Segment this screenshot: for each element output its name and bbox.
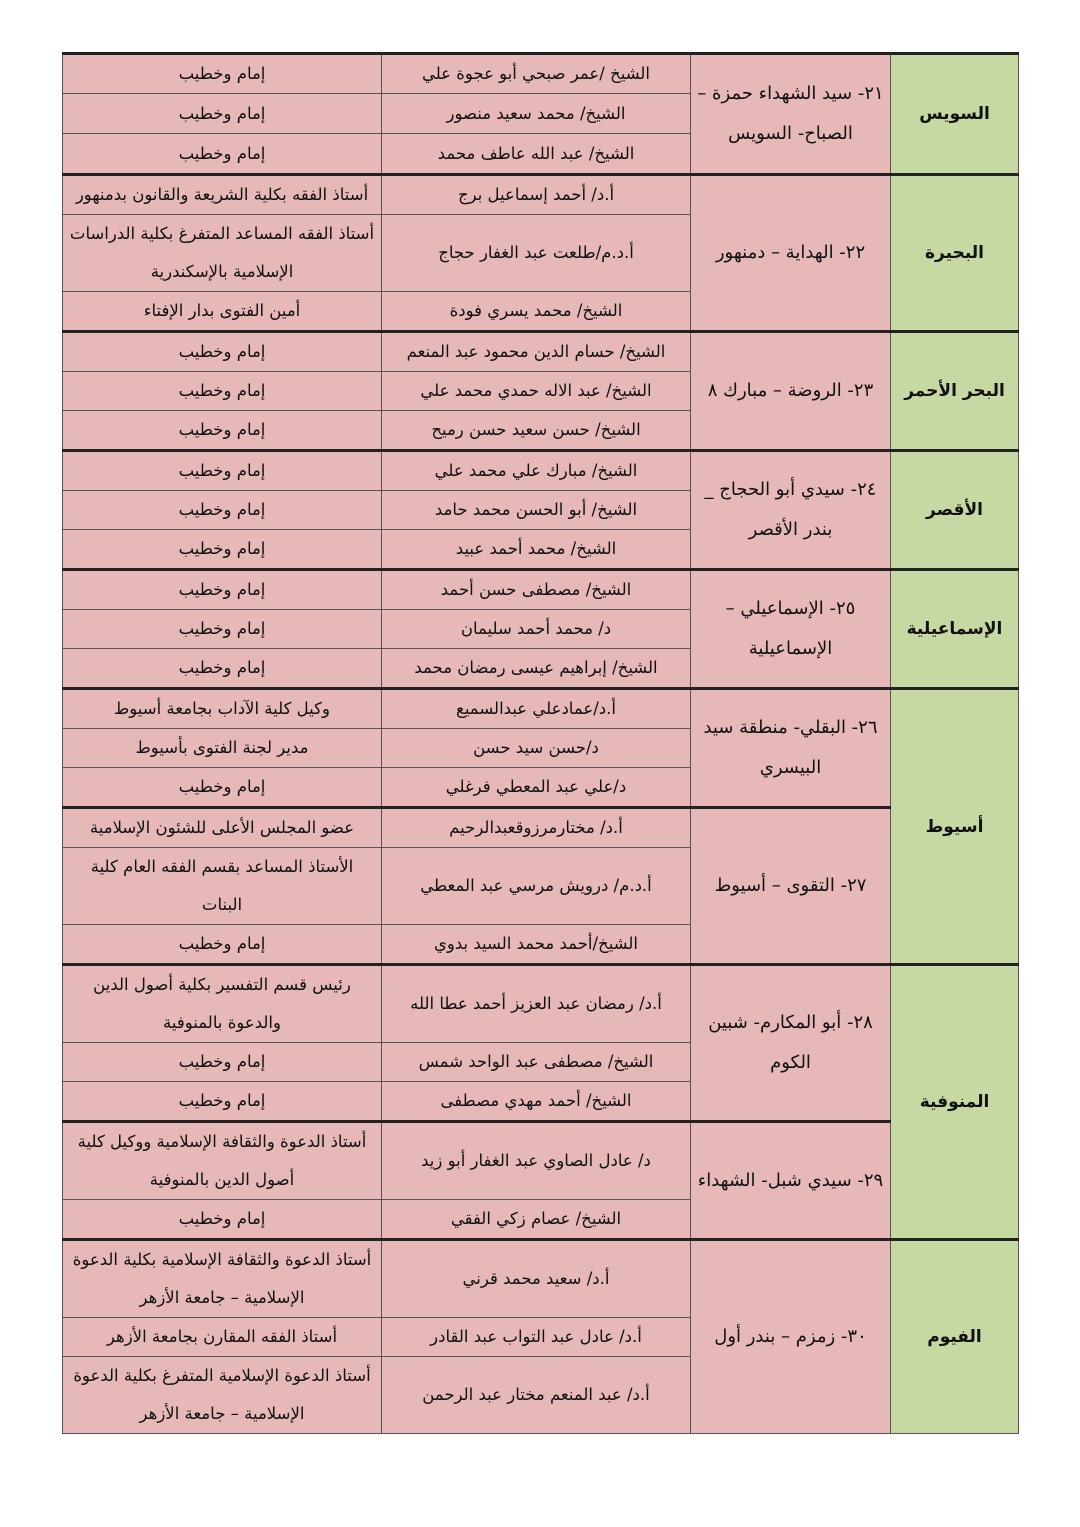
table-row [63, 689, 1019, 729]
scholar-name-cell: الشيخ/ عبد الله عاطف محمد [382, 134, 691, 175]
scholar-role-cell: إمام وخطيب [63, 94, 382, 134]
table-row [63, 332, 1019, 372]
scholar-name-cell: الشيخ/ محمد سعيد منصور [382, 94, 691, 134]
mosque-cell: ٢١- سيد الشهداء حمزة – الصباح- السويس [691, 54, 891, 175]
scholar-role-cell: إمام وخطيب [63, 530, 382, 570]
governorate-cell: السويس [891, 54, 1019, 175]
mosque-cell: ٣٠- زمزم – بندر أول [691, 1240, 891, 1434]
scholar-role-cell: إمام وخطيب [63, 451, 382, 491]
governorate-cell: أسيوط [891, 689, 1019, 965]
scholar-name-cell: الشيخ/ مصطفى حسن أحمد [382, 570, 691, 610]
mosque-cell: ٢٧- التقوى – أسيوط [691, 808, 891, 965]
scholar-name-cell: أ.د/ عادل عبد التواب عبد القادر [382, 1318, 691, 1357]
scholar-role-cell: إمام وخطيب [63, 411, 382, 451]
schedule-table-body [63, 54, 1019, 1434]
scholar-role-cell: الأستاذ المساعد بقسم الفقه العام كلية البنات [63, 848, 382, 925]
schedule-table [62, 52, 1019, 1434]
scholar-role-cell: أستاذ الدعوة والثقافة الإسلامية ووكيل كلية أصول الدين بالمنوفية [63, 1122, 382, 1200]
scholar-name-cell: الشيخ/ أحمد مهدي مصطفى [382, 1082, 691, 1122]
scholar-name-cell: أ.د/ رمضان عبد العزيز أحمد عطا الله [382, 965, 691, 1043]
scholar-role-cell: أستاذ الفقه المساعد المتفرغ بكلية الدراسات الإسلامية بالإسكندرية [63, 215, 382, 292]
mosque-cell: ٢٦- البقلي- منطقة سيد البيسري [691, 689, 891, 808]
mosque-cell: ٢٣- الروضة – مبارك ٨ [691, 332, 891, 451]
table-row [63, 570, 1019, 610]
table-row [63, 451, 1019, 491]
scholar-name-cell: الشيخ/ عبد الاله حمدي محمد علي [382, 372, 691, 411]
scholar-role-cell: أستاذ الفقه المقارن بجامعة الأزهر [63, 1318, 382, 1357]
scholar-name-cell: الشيخ/ محمد أحمد عبيد [382, 530, 691, 570]
governorate-cell: البحر الأحمر [891, 332, 1019, 451]
scholar-name-cell: الشيخ/ حسن سعيد حسن رميح [382, 411, 691, 451]
scholar-role-cell: إمام وخطيب [63, 134, 382, 175]
scholar-name-cell: الشيخ /عمر صبحي أبو عجوة علي [382, 54, 691, 94]
scholar-role-cell: إمام وخطيب [63, 1043, 382, 1082]
mosque-cell: ٢٢- الهداية – دمنهور [691, 175, 891, 332]
scholar-role-cell: إمام وخطيب [63, 610, 382, 649]
table-row [63, 175, 1019, 215]
mosque-cell: ٢٨- أبو المكارم- شبين الكوم [691, 965, 891, 1122]
scholar-name-cell: أ.د/ أحمد إسماعيل برج [382, 175, 691, 215]
governorate-cell: المنوفية [891, 965, 1019, 1240]
scholar-name-cell: الشيخ/ مبارك علي محمد علي [382, 451, 691, 491]
scholar-role-cell: مدير لجنة الفتوى بأسيوط [63, 729, 382, 768]
scholar-role-cell: إمام وخطيب [63, 768, 382, 808]
table-row [63, 808, 1019, 848]
scholar-name-cell: الشيخ/أحمد محمد السيد بدوي [382, 925, 691, 965]
scholar-role-cell: عضو المجلس الأعلى للشئون الإسلامية [63, 808, 382, 848]
scholar-role-cell: إمام وخطيب [63, 332, 382, 372]
table-row [63, 1240, 1019, 1318]
scholar-name-cell: الشيخ/ محمد يسري فودة [382, 292, 691, 332]
mosque-cell: ٢٩- سيدي شبل- الشهداء [691, 1122, 891, 1240]
scholar-name-cell: الشيخ/ حسام الدين محمود عبد المنعم [382, 332, 691, 372]
table-row [63, 1122, 1019, 1200]
scholar-role-cell: أستاذ الدعوة والثقافة الإسلامية بكلية الدعوة الإسلامية – جامعة الأزهر [63, 1240, 382, 1318]
scholar-role-cell: إمام وخطيب [63, 54, 382, 94]
scholar-name-cell: أ.د/عمادعلي عبدالسميع [382, 689, 691, 729]
scholar-role-cell: إمام وخطيب [63, 570, 382, 610]
governorate-cell: البحيرة [891, 175, 1019, 332]
scholar-name-cell: الشيخ/ مصطفى عبد الواحد شمس [382, 1043, 691, 1082]
scholar-role-cell: إمام وخطيب [63, 1200, 382, 1240]
scholar-name-cell: أ.د.م/طلعت عبد الغفار حجاج [382, 215, 691, 292]
scholar-name-cell: الشيخ/ عصام زكي الفقي [382, 1200, 691, 1240]
scholar-name-cell: أ.د/ مختارمرزوقعبدالرحيم [382, 808, 691, 848]
scholar-role-cell: إمام وخطيب [63, 1082, 382, 1122]
scholar-name-cell: أ.د.م/ درويش مرسي عبد المعطي [382, 848, 691, 925]
scholar-name-cell: د/حسن سيد حسن [382, 729, 691, 768]
scholar-role-cell: أستاذ الفقه بكلية الشريعة والقانون بدمنهور [63, 175, 382, 215]
scholar-role-cell: إمام وخطيب [63, 649, 382, 689]
scholar-name-cell: أ.د/ سعيد محمد قرني [382, 1240, 691, 1318]
scholar-role-cell: إمام وخطيب [63, 491, 382, 530]
scholar-name-cell: الشيخ/ إبراهيم عيسى رمضان محمد [382, 649, 691, 689]
governorate-cell: الفيوم [891, 1240, 1019, 1434]
scholar-role-cell: وكيل كلية الآداب بجامعة أسيوط [63, 689, 382, 729]
scholar-name-cell: أ.د/ عبد المنعم مختار عبد الرحمن [382, 1357, 691, 1434]
scholar-role-cell: أمين الفتوى بدار الإفتاء [63, 292, 382, 332]
scholar-name-cell: الشيخ/ أبو الحسن محمد حامد [382, 491, 691, 530]
mosque-cell: ٢٥- الإسماعيلي – الإسماعيلية [691, 570, 891, 689]
table-row [63, 54, 1019, 94]
scholar-name-cell: د/ عادل الصاوي عبد الغفار أبو زيد [382, 1122, 691, 1200]
scholar-role-cell: أستاذ الدعوة الإسلامية المتفرغ بكلية الدعوة الإسلامية – جامعة الأزهر [63, 1357, 382, 1434]
scholar-role-cell: رئيس قسم التفسير بكلية أصول الدين والدعوة بالمنوفية [63, 965, 382, 1043]
scholar-role-cell: إمام وخطيب [63, 372, 382, 411]
governorate-cell: الإسماعيلية [891, 570, 1019, 689]
scholar-name-cell: د/علي عبد المعطي فرغلي [382, 768, 691, 808]
mosque-cell: ٢٤- سيدي أبو الحجاج _ بندر الأقصر [691, 451, 891, 570]
table-row [63, 965, 1019, 1043]
governorate-cell: الأقصر [891, 451, 1019, 570]
scholar-name-cell: د/ محمد أحمد سليمان [382, 610, 691, 649]
scholar-role-cell: إمام وخطيب [63, 925, 382, 965]
